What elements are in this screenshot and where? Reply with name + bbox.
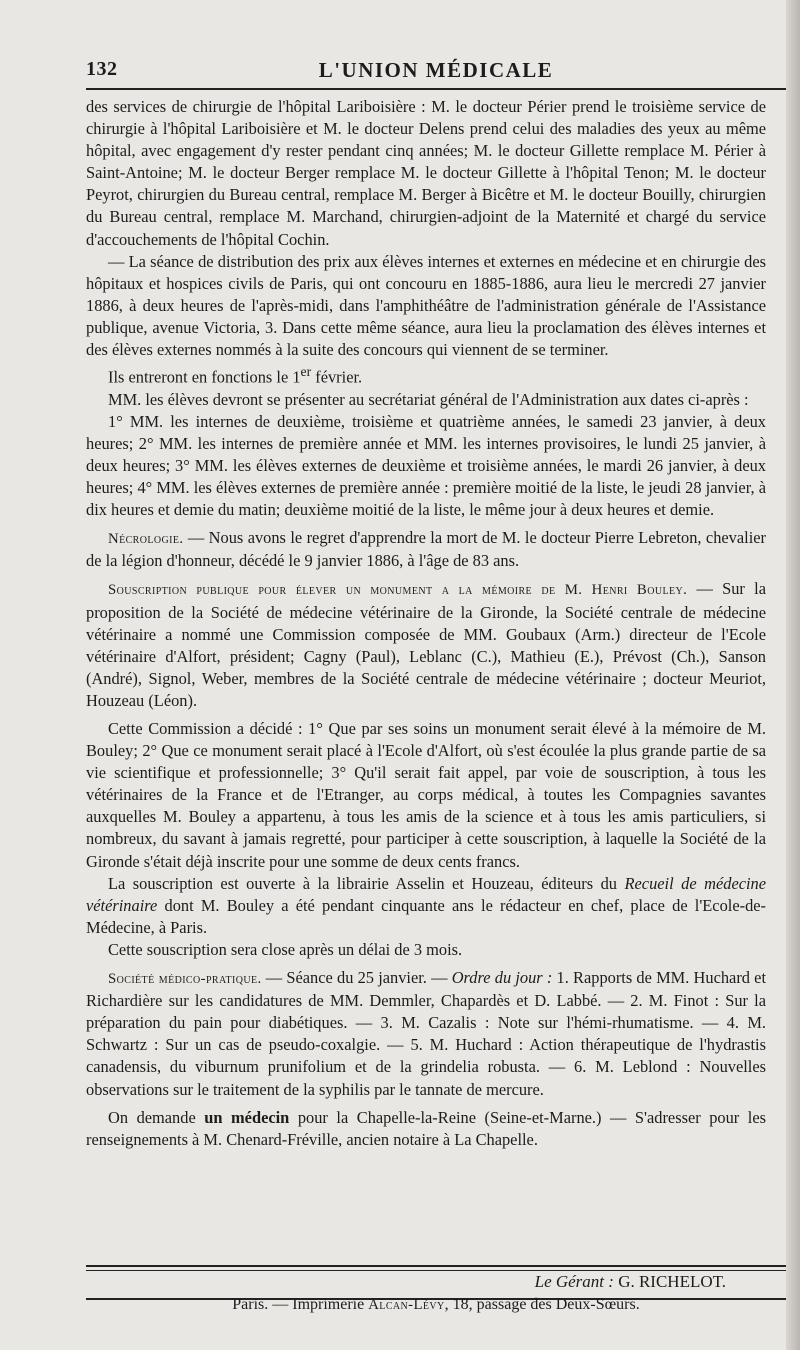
gerant-name: G. RICHELOT. [613, 1272, 726, 1291]
societe-heading: Société médico-pratique. [108, 971, 262, 988]
job-offer-bold: un médecin [204, 1107, 290, 1127]
article-body [86, 96, 766, 1151]
paragraph-subscription-close: Cette souscription sera close après un délai de 3 mois. [108, 939, 463, 959]
subscription-heading: Souscription publique pour élever un monument a la mémoire de M. Henri Bouley. [108, 582, 688, 599]
paragraph-prize-ceremony: — La séance de distribution des prix aux élèves internes et externes en médecine et en chirurgie des hôpitaux et hospices civils de Paris, qui ont concouru en 1885-1886, aura lieu le mercredi 27 janvier 1886, à deux heures de l'après-midi, dans l'amphithéâtre de l'administration générale de l'Assistance publique, avenue Victoria, 3. Dans cette même séance, aura lieu la proclamation des élèves internes et des élèves externes nommés à la suite des concours qui viennent de se terminer. [86, 251, 766, 360]
paragraph-commission: Cette Commission a décidé : 1° Que par ses soins un monument serait élevé à la mémoire de M. Bouley; 2° Que ce monument serait placé à l'Ecole d'Alfort, où s'est écoulée la plus grande partie de sa vie scientifique et professionnelle; 3° Qu'il serait fait appel, par voie de souscription, à tous les vétérinaires de la France et de l'Etranger, au corps médical, à toutes les Compagnies savantes auxquelles M. Bouley a appartenu, à tous les amis de la science et à tous les amis particuliers, si nombreux, du savant à jamais regretté, pour participer à cette souscription, à laquelle la Société de la Gironde s'était déjà inscrite pour une somme de deux cents francs. [86, 719, 766, 871]
necrology-text: — Nous avons le regret d'apprendre la mort de M. le docteur Pierre Lebreton, chevalier de la légion d'honneur, décédé le 9 janvier 1886, à l'âge de 83 ans. [86, 528, 766, 571]
paragraph-subscription-open [86, 873, 766, 939]
paragraph-start-date [86, 361, 766, 389]
gerant-line [86, 1272, 726, 1292]
gerant-label: Le Gérant : [534, 1272, 614, 1291]
job-offer-rest: pour la Chapelle-la-Reine (Seine-et-Marne.) — S'adresser pour les renseignements à M. Chenard-Fréville, ancien notaire à La Chapelle. [86, 1107, 767, 1149]
paragraph-schedule: 1° MM. les internes de deuxième, troisième et quatrième années, le samedi 23 janvier, à deux heures; 2° MM. les internes de première année et MM. les internes provisoires, le lundi 25 janvier, à deux heures; 3° MM. les élèves externes de deuxième et troisième années, le mardi 26 janvier, à deux heures; 4° MM. les élèves externes de première année : première moitié de la liste, le jeudi 28 janvier, à dix heures et demie du matin; deuxième moitié de la liste, le même jour à deux heures et demie. [86, 411, 766, 520]
necrology-heading: Nécrologie. [108, 531, 184, 548]
page-number: 132 [86, 58, 118, 80]
journal-title: L'UNION MÉDICALE [318, 58, 554, 82]
running-header [86, 58, 786, 88]
paragraph-job-offer [86, 1107, 766, 1151]
scan-edge-shadow [786, 0, 800, 1350]
imprint-printer: Alcan-Lévy [368, 1297, 445, 1313]
paragraph-societe [86, 967, 766, 1101]
paragraph-subscription [86, 578, 766, 712]
paragraph-necrology [86, 527, 766, 572]
imprint-line [86, 1296, 786, 1314]
imprint-city: Paris. — Imprimerie [232, 1296, 369, 1313]
paragraph-secretariat: MM. les élèves devront se présenter au secrétariat général de l'Administration aux dates ci-après : [108, 389, 749, 409]
start-date-text: Ils entreront en fonctions le 1 [108, 367, 301, 387]
superscript-er: er [300, 364, 312, 380]
societe-session: — Séance du 25 janvier. — [261, 968, 452, 988]
subscription-text: — Sur la proposition de la Société de médecine vétérinaire de la Gironde, la Société centrale de médecine vétérinaire a nommé une Commission composée de MM. Goubaux (Arm.) directeur de l'Ecole vétérinaire d'Alfort, président; Cagny (Paul), Leblanc (C.), Mathieu (E.), Prévost (Ch.), Sanson (André), Signol, Weber, membres de la Société centrale de médecine vétérinaire ; docteur Meuriot, Houzeau (Léon). [86, 579, 766, 710]
ordre-du-jour: Ordre du jour : [451, 968, 553, 988]
footer-rule-thick [86, 1265, 786, 1267]
paragraph-hospital-services: des services de chirurgie de l'hôpital Lariboisière : M. le docteur Périer prend le troisième service de chirurgie à l'hôpital Lariboisière et M. le docteur Delens prend celui des maladies des yeux au même hôpital, avec engagement d'y rester pendant cinq années; M. le docteur Gillette remplace M. Périer à Saint-Antoine; M. le docteur Berger remplace M. le docteur Gillette à l'hôpital Tenon; M. le docteur Peyrot, chirurgien du Bureau central, remplace M. Berger à Bicêtre et M. le docteur Bouilly, chirurgien du Bureau central, remplace M. Marchand, chirurgien-adjoint de la Maternité et chargé du service d'accouchements de l'hôpital Cochin. [86, 97, 766, 249]
imprint-address: , 18, passage des Deux-Sœurs. [444, 1296, 640, 1313]
job-offer-text: On demande [108, 1107, 205, 1127]
start-date-month: février. [311, 367, 363, 387]
header-rule [86, 88, 786, 90]
recueil-title: Recueil de médecine vétérinaire [86, 873, 767, 915]
subscription-open-text: La souscription est ouverte à la librairie Asselin et Houzeau, éditeurs du [108, 873, 625, 893]
footer-rule-thin [86, 1270, 786, 1271]
subscription-open-rest: dont M. Bouley a été pendant cinquante ans le rédacteur en chef, place de l'Ecole-de-Médecine, à Paris. [86, 895, 766, 937]
societe-agenda: 1. Rapports de MM. Huchard et Richardière sur les candidatures de MM. Demmler, Chapardès et D. Labbé. — 2. M. Finot : Sur la préparation du pain pour diabétiques. — 3. M. Cazalis : Note sur l'hémi-rhumatisme. — 4. M. Schwartz : Sur un cas de pseudo-coxalgie. — 5. M. Huchard : Action thérapeutique de l'hydrastis canadensis, du viburnum prunifolium et de la grindelia robusta. — 6. M. Leblond : Nouvelles observations sur le traitement de la syphilis par le tannate de mercure. [86, 968, 767, 1099]
